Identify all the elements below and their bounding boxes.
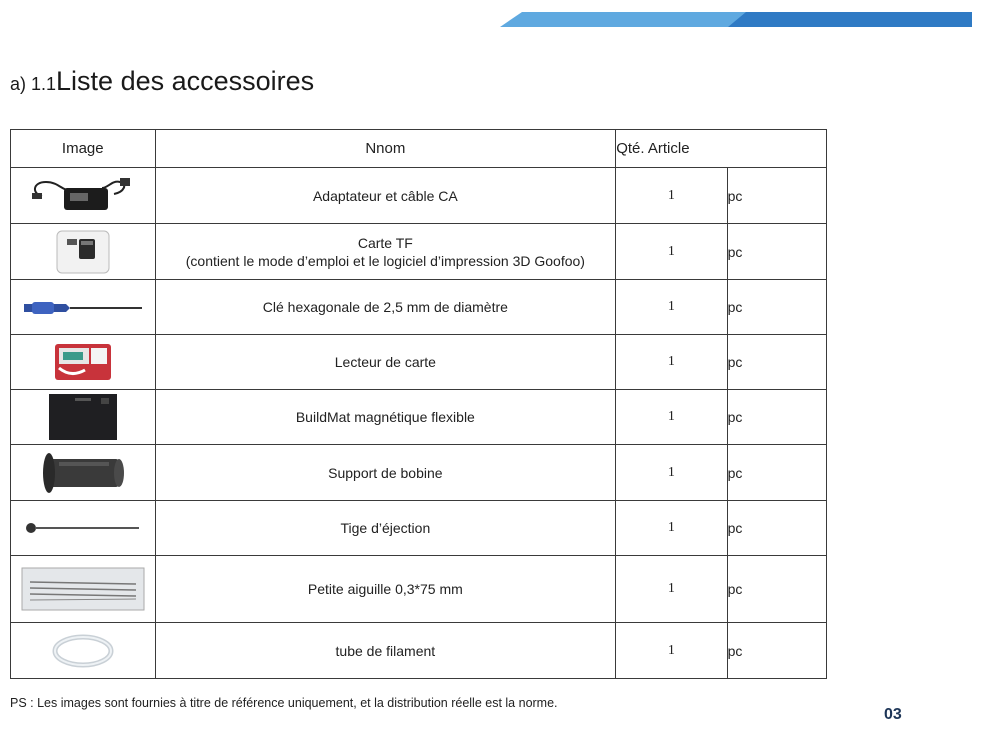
banner-stripe-light bbox=[500, 12, 760, 27]
row-qty: 1 bbox=[616, 280, 727, 335]
row-image bbox=[11, 501, 156, 556]
row-unit: pc bbox=[727, 224, 826, 280]
row-qty: 1 bbox=[616, 224, 727, 280]
needle-pack-icon bbox=[20, 566, 146, 612]
table-row bbox=[11, 556, 827, 623]
row-name-line1: Carte TF bbox=[357, 234, 413, 251]
row-name: tube de filament bbox=[155, 623, 616, 679]
row-qty: 1 bbox=[616, 335, 727, 390]
row-image bbox=[11, 280, 156, 335]
row-name: Adaptateur et câble CA bbox=[155, 168, 616, 224]
row-unit: pc bbox=[727, 501, 826, 556]
page-number: 03 bbox=[884, 706, 902, 723]
hex-key-icon bbox=[18, 292, 148, 322]
table-row bbox=[11, 224, 827, 280]
table-row bbox=[11, 335, 827, 390]
row-image bbox=[11, 556, 156, 623]
buildmat-icon bbox=[45, 392, 121, 442]
row-image bbox=[11, 335, 156, 390]
row-qty: 1 bbox=[616, 168, 727, 224]
header-banner bbox=[0, 10, 983, 30]
header-image: Image bbox=[11, 130, 156, 168]
row-qty: 1 bbox=[616, 445, 727, 501]
row-unit: pc bbox=[727, 556, 826, 623]
row-image bbox=[11, 390, 156, 445]
table-row bbox=[11, 501, 827, 556]
table-row bbox=[11, 168, 827, 224]
row-name: Lecteur de carte bbox=[155, 335, 616, 390]
row-image bbox=[11, 623, 156, 679]
row-qty: 1 bbox=[616, 501, 727, 556]
row-unit: pc bbox=[727, 390, 826, 445]
accessories-table bbox=[10, 129, 827, 679]
row-name: BuildMat magnétique flexible bbox=[155, 390, 616, 445]
card-reader-icon bbox=[51, 340, 115, 384]
table-row bbox=[11, 623, 827, 679]
row-unit: pc bbox=[727, 168, 826, 224]
row-unit: pc bbox=[727, 445, 826, 501]
heading-title: Liste des accessoires bbox=[56, 66, 315, 96]
table-row bbox=[11, 390, 827, 445]
ac-adapter-icon bbox=[28, 174, 138, 218]
row-name-line2: (contient le mode d’emploi et le logiciel d’impression 3D Goofoo) bbox=[185, 252, 585, 269]
ejector-rod-icon bbox=[23, 518, 143, 538]
row-image bbox=[11, 445, 156, 501]
row-unit: pc bbox=[727, 280, 826, 335]
row-name: Tige d’éjection bbox=[155, 501, 616, 556]
heading-prefix: a) 1.1 bbox=[10, 74, 57, 94]
row-name: Clé hexagonale de 2,5 mm de diamètre bbox=[155, 280, 616, 335]
header-name: Nnom bbox=[155, 130, 616, 168]
tf-card-icon bbox=[53, 227, 113, 277]
spool-holder-icon bbox=[35, 450, 131, 496]
row-image bbox=[11, 224, 156, 280]
row-unit: pc bbox=[727, 623, 826, 679]
row-name: Support de bobine bbox=[155, 445, 616, 501]
row-image bbox=[11, 168, 156, 224]
filament-tube-icon bbox=[50, 631, 116, 671]
table-row bbox=[11, 445, 827, 501]
header-qty: Qté. Article bbox=[616, 130, 827, 168]
footnote: PS : Les images sont fournies à titre de référence uniquement, et la distribution réelle est la norme. bbox=[10, 696, 558, 710]
row-qty: 1 bbox=[616, 390, 727, 445]
banner-stripe-dark bbox=[728, 12, 972, 27]
row-unit: pc bbox=[727, 335, 826, 390]
table-row bbox=[11, 280, 827, 335]
row-qty: 1 bbox=[616, 623, 727, 679]
row-name: Petite aiguille 0,3*75 mm bbox=[155, 556, 616, 623]
page-heading bbox=[10, 66, 314, 97]
table-header-row bbox=[11, 130, 827, 168]
row-qty: 1 bbox=[616, 556, 727, 623]
row-name bbox=[155, 224, 616, 280]
